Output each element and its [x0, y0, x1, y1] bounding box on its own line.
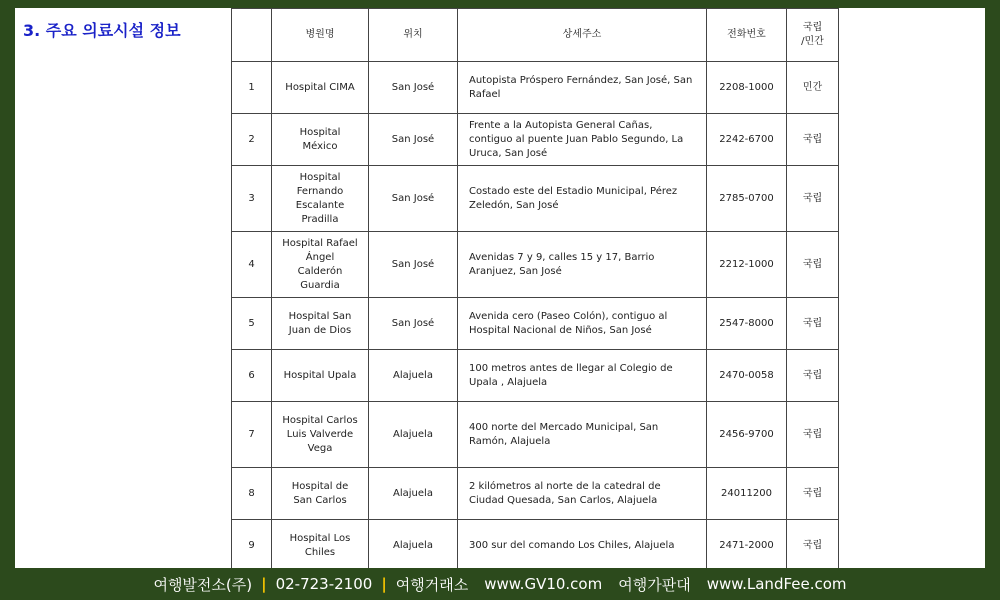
- table-row: [232, 232, 839, 298]
- row-number: 1: [232, 62, 272, 114]
- hospital-name: Hospital Rafael Ángel Calderón Guardia: [272, 232, 369, 298]
- hospital-name: Hospital Los Chiles: [272, 520, 369, 569]
- table-header-row: [232, 9, 839, 62]
- table-row: [232, 402, 839, 468]
- footer-separator: |: [261, 575, 267, 593]
- document-page: [15, 8, 985, 568]
- hospital-type: 국립: [787, 232, 839, 298]
- hospital-address: Avenida cero (Paseo Colón), contiguo al Hospital Nacional de Niños, San José: [458, 298, 707, 350]
- hospital-type: 민간: [787, 62, 839, 114]
- hospital-phone: 24011200: [707, 468, 787, 520]
- table-row: [232, 62, 839, 114]
- header-hospital-name: 병원명: [272, 9, 369, 62]
- hospital-location: San José: [369, 62, 458, 114]
- hospital-phone: 2242-6700: [707, 114, 787, 166]
- row-number: 2: [232, 114, 272, 166]
- table-row: [232, 350, 839, 402]
- hospital-phone: 2456-9700: [707, 402, 787, 468]
- hospital-table: [231, 8, 839, 568]
- hospital-phone: 2470-0058: [707, 350, 787, 402]
- footer-phone: 02-723-2100: [275, 575, 373, 593]
- hospital-name: Hospital Carlos Luis Valverde Vega: [272, 402, 369, 468]
- footer-separator: |: [381, 575, 387, 593]
- table-row: [232, 520, 839, 569]
- hospital-location: Alajuela: [369, 520, 458, 569]
- header-number: [232, 9, 272, 62]
- header-type: 국립 /민간: [787, 9, 839, 62]
- hospital-type: 국립: [787, 298, 839, 350]
- hospital-name: Hospital San Juan de Dios: [272, 298, 369, 350]
- row-number: 6: [232, 350, 272, 402]
- row-number: 4: [232, 232, 272, 298]
- hospital-address: Avenidas 7 y 9, calles 15 y 17, Barrio Aranjuez, San José: [458, 232, 707, 298]
- table-row: [232, 166, 839, 232]
- footer-market-label: 여행가판대: [618, 575, 691, 594]
- hospital-phone: 2547-8000: [707, 298, 787, 350]
- hospital-type: 국립: [787, 114, 839, 166]
- header-phone: 전화번호: [707, 9, 787, 62]
- table-row: [232, 298, 839, 350]
- header-address: 상세주소: [458, 9, 707, 62]
- hospital-address: Frente a la Autopista General Cañas, contiguo al puente Juan Pablo Segundo, La Uruca, San José: [458, 114, 707, 166]
- table-row: [232, 114, 839, 166]
- hospital-address: Autopista Próspero Fernández, San José, San Rafael: [458, 62, 707, 114]
- footer-market-url[interactable]: www.LandFee.com: [706, 575, 847, 593]
- footer-company: 여행발전소(주): [153, 575, 253, 594]
- row-number: 3: [232, 166, 272, 232]
- hospital-name: Hospital Upala: [272, 350, 369, 402]
- hospital-name: Hospital Fernando Escalante Pradilla: [272, 166, 369, 232]
- hospital-location: Alajuela: [369, 350, 458, 402]
- hospital-name: Hospital México: [272, 114, 369, 166]
- row-number: 9: [232, 520, 272, 569]
- hospital-type: 국립: [787, 520, 839, 569]
- hospital-address: 100 metros antes de llegar al Colegio de Upala , Alajuela: [458, 350, 707, 402]
- hospital-address: Costado este del Estadio Municipal, Pérez Zeledón, San José: [458, 166, 707, 232]
- hospital-location: Alajuela: [369, 468, 458, 520]
- table-row: [232, 468, 839, 520]
- hospital-address: 400 norte del Mercado Municipal, San Ramón, Alajuela: [458, 402, 707, 468]
- hospital-type: 국립: [787, 402, 839, 468]
- hospital-type: 국립: [787, 166, 839, 232]
- hospital-name: Hospital de San Carlos: [272, 468, 369, 520]
- hospital-address: 300 sur del comando Los Chiles, Alajuela: [458, 520, 707, 569]
- hospital-table-wrapper: [231, 8, 838, 568]
- hospital-location: San José: [369, 298, 458, 350]
- header-location: 위치: [369, 9, 458, 62]
- hospital-phone: 2208-1000: [707, 62, 787, 114]
- hospital-location: San José: [369, 166, 458, 232]
- row-number: 8: [232, 468, 272, 520]
- hospital-type: 국립: [787, 468, 839, 520]
- hospital-location: San José: [369, 232, 458, 298]
- row-number: 5: [232, 298, 272, 350]
- footer-banner: [0, 568, 1000, 600]
- hospital-location: San José: [369, 114, 458, 166]
- hospital-name: Hospital CIMA: [272, 62, 369, 114]
- hospital-type: 국립: [787, 350, 839, 402]
- hospital-phone: 2471-2000: [707, 520, 787, 569]
- hospital-location: Alajuela: [369, 402, 458, 468]
- hospital-phone: 2212-1000: [707, 232, 787, 298]
- footer-exchange-label: 여행거래소: [395, 575, 469, 594]
- footer-exchange-url[interactable]: www.GV10.com: [484, 575, 603, 593]
- hospital-phone: 2785-0700: [707, 166, 787, 232]
- section-title: 3. 주요 의료시설 정보: [23, 21, 181, 40]
- row-number: 7: [232, 402, 272, 468]
- hospital-address: 2 kilómetros al norte de la catedral de Ciudad Quesada, San Carlos, Alajuela: [458, 468, 707, 520]
